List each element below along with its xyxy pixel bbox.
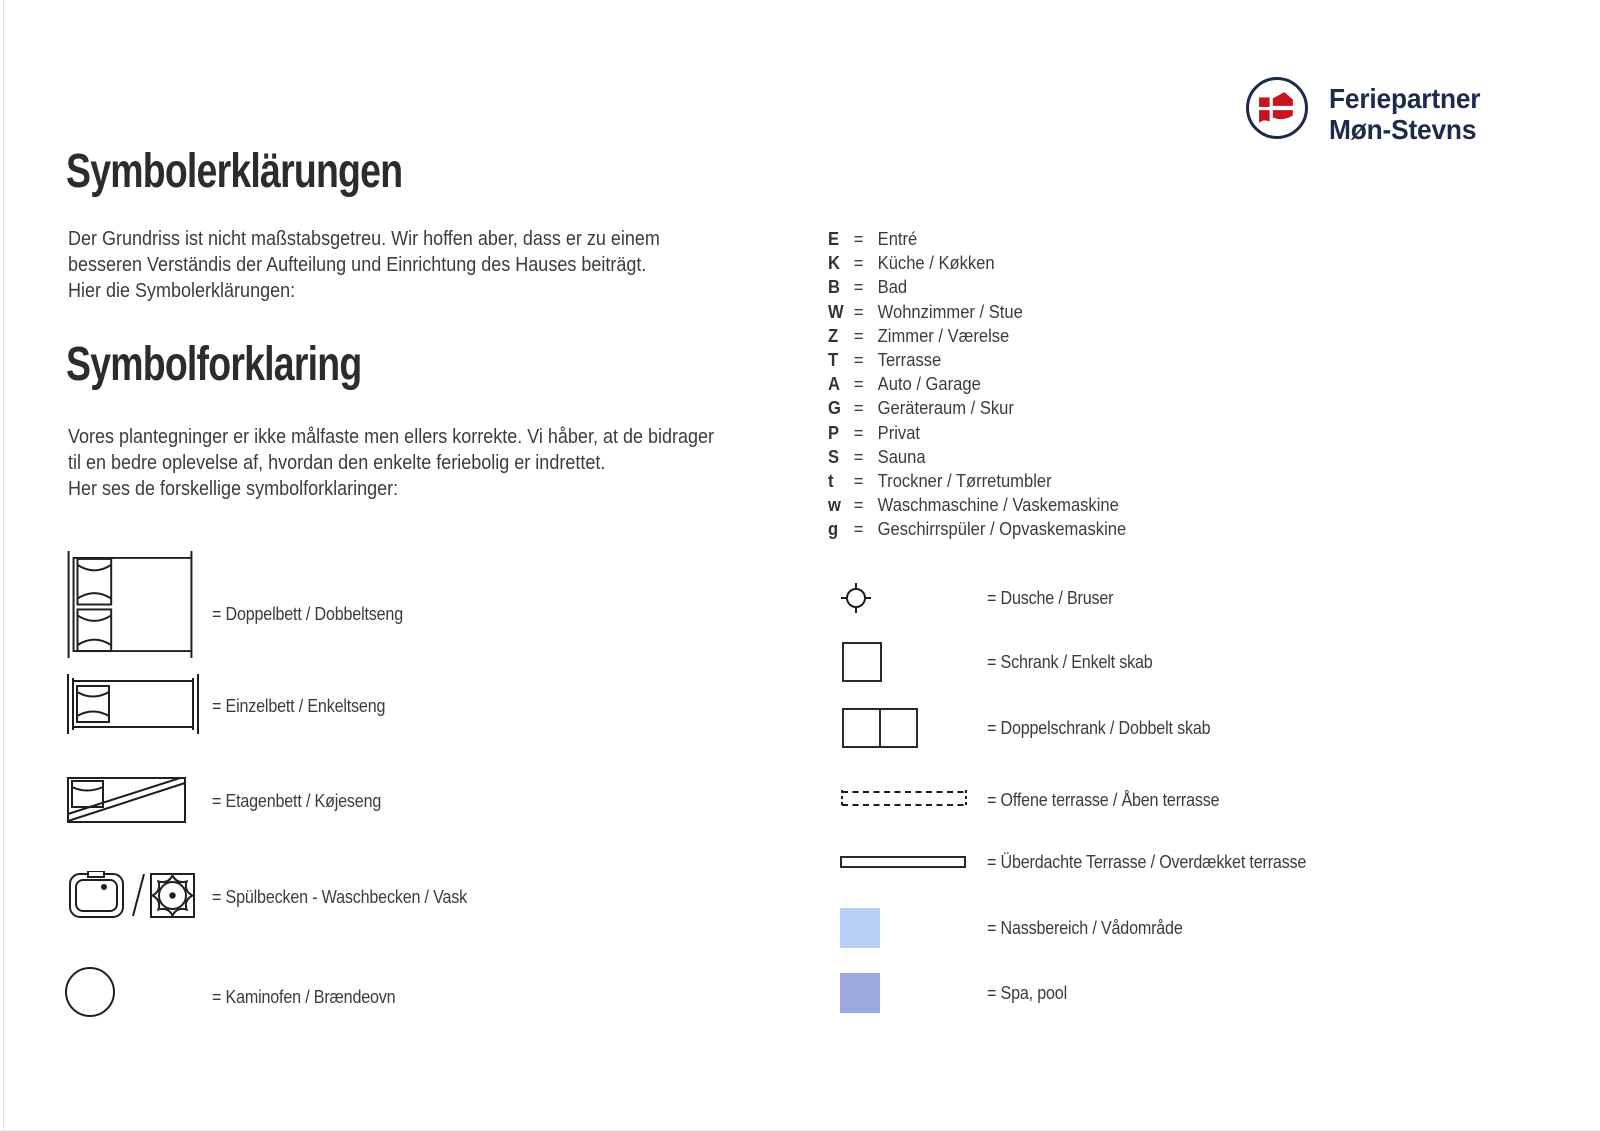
wood-stove-icon xyxy=(64,966,116,1018)
abbr-equals: = xyxy=(853,350,864,371)
intro-german xyxy=(68,226,660,304)
legend-label-shower: = Dusche / Bruser xyxy=(987,587,1114,608)
abbr-label: Küche / Køkken xyxy=(877,253,995,274)
abbr-label: Entré xyxy=(877,229,918,249)
intro-line: Der Grundriss ist nicht maßstabsgetreu. Wir hoffen aber, dass er zu einem xyxy=(68,228,660,250)
intro-line: til en bedre oplevelse af, hvordan den enkelte feriebolig er indrettet. xyxy=(68,452,606,474)
double-cabinet-icon xyxy=(842,708,918,748)
abbr-letter: S xyxy=(828,446,840,467)
abbr-label: Bad xyxy=(877,277,908,298)
abbr-label: Sauna xyxy=(877,446,926,467)
double-bed-icon xyxy=(66,551,198,658)
abbr-label: Privat xyxy=(877,422,921,443)
intro-line: besseren Verständis der Aufteilung und Einrichtung des Hauses beiträgt. xyxy=(68,254,647,276)
abbr-equals: = xyxy=(853,301,864,322)
abbr-label: Wohnzimmer / Stue xyxy=(877,301,1023,322)
legend-label-double-cabinet: = Doppelschrank / Dobbelt skab xyxy=(987,717,1211,738)
legend-label-bunk-bed: = Etagenbett / Køjeseng xyxy=(212,790,382,811)
abbreviation-row xyxy=(828,445,1126,469)
abbr-letter: Z xyxy=(828,325,839,346)
abbreviation-row xyxy=(828,517,1126,541)
intro-line: Her ses de forskellige symbolforklaringer: xyxy=(68,478,399,500)
logo-name-line2: Møn-Stevns xyxy=(1329,114,1477,145)
wet-area-icon xyxy=(840,908,880,948)
abbr-letter: g xyxy=(828,519,839,540)
abbr-equals: = xyxy=(853,495,864,516)
abbr-label: Trockner / Tørretumbler xyxy=(877,471,1052,492)
abbr-equals: = xyxy=(853,229,864,249)
abbr-letter: P xyxy=(828,422,840,443)
shower-icon xyxy=(839,581,873,615)
single-cabinet-icon xyxy=(842,642,882,682)
legend-label-spa-pool: = Spa, pool xyxy=(987,982,1067,1003)
legend-label-single-cabinet: = Schrank / Enkelt skab xyxy=(987,651,1153,672)
abbr-label: Zimmer / Værelse xyxy=(877,325,1010,346)
legend-label-single-bed: = Einzelbett / Enkeltseng xyxy=(212,695,386,716)
abbreviation-row xyxy=(828,227,1126,251)
intro-line: Hier die Symbolerklärungen: xyxy=(68,280,296,302)
abbreviation-row xyxy=(828,396,1126,420)
bunk-bed-icon xyxy=(67,777,186,823)
abbr-letter: W xyxy=(828,301,844,322)
abbr-letter: T xyxy=(828,350,839,371)
washbasin-icon xyxy=(151,874,194,917)
logo-text xyxy=(1329,83,1480,145)
covered-terrace-icon xyxy=(840,856,966,868)
danish-house-icon xyxy=(1258,91,1296,125)
abbr-label: Waschmaschine / Vaskemaskine xyxy=(877,495,1119,516)
abbreviation-list xyxy=(828,227,1126,542)
legend-label-open-terrace: = Offene terrasse / Åben terrasse xyxy=(987,789,1220,810)
abbr-equals: = xyxy=(853,277,864,298)
abbr-equals: = xyxy=(853,253,864,274)
legend-label-wet-area: = Nassbereich / Vådområde xyxy=(987,917,1183,938)
abbreviation-row xyxy=(828,275,1126,299)
legend-label-covered-terrace: = Überdachte Terrasse / Overdækket terrasse xyxy=(987,851,1307,872)
logo-name-line1: Feriepartner xyxy=(1329,83,1481,114)
sink-washbasin-icon xyxy=(69,871,195,919)
abbr-label: Geschirrspüler / Opvaskemaskine xyxy=(877,519,1127,540)
single-bed-icon xyxy=(66,674,200,734)
abbreviation-row xyxy=(828,251,1126,275)
abbr-letter: K xyxy=(828,253,840,274)
page-edge-line xyxy=(3,0,4,1131)
abbr-equals: = xyxy=(853,374,864,395)
intro-line: Vores plantegninger er ikke målfaste men ellers korrekte. Vi håber, at de bidrager xyxy=(68,426,715,448)
legend-label-stove: = Kaminofen / Brændeovn xyxy=(212,986,396,1007)
legend-label-double-bed: = Doppelbett / Dobbeltseng xyxy=(212,603,403,624)
legend-label-sink: = Spülbecken - Waschbecken / Vask xyxy=(212,886,468,907)
abbr-letter: E xyxy=(828,229,840,249)
kitchen-sink-icon xyxy=(70,871,123,917)
abbreviation-row xyxy=(828,421,1126,445)
abbr-equals: = xyxy=(853,471,864,492)
abbreviation-row xyxy=(828,324,1126,348)
abbr-label: Terrasse xyxy=(877,350,942,371)
abbr-letter: t xyxy=(828,471,834,492)
abbreviation-row xyxy=(828,348,1126,372)
slash-separator xyxy=(133,874,144,916)
abbr-equals: = xyxy=(853,446,864,467)
abbr-label: Auto / Garage xyxy=(877,374,981,395)
abbr-equals: = xyxy=(853,422,864,443)
abbr-equals: = xyxy=(853,519,864,540)
abbreviation-row xyxy=(828,372,1126,396)
logo-mark-icon xyxy=(1246,77,1308,139)
spa-pool-icon xyxy=(840,973,880,1013)
abbr-letter: G xyxy=(828,398,841,419)
intro-danish xyxy=(68,424,714,502)
abbreviation-row xyxy=(828,469,1126,493)
abbr-label: Geräteraum / Skur xyxy=(877,398,1014,419)
abbr-letter: A xyxy=(828,374,840,395)
heading-german: Symbolerklärungen xyxy=(66,145,403,198)
abbr-equals: = xyxy=(853,398,864,419)
heading-danish: Symbolforklaring xyxy=(66,338,362,391)
abbr-equals: = xyxy=(853,325,864,346)
abbr-letter: B xyxy=(828,277,840,298)
abbr-letter: w xyxy=(828,495,841,516)
open-terrace-icon xyxy=(840,790,968,808)
abbreviation-row xyxy=(828,300,1126,324)
abbreviation-row xyxy=(828,493,1126,517)
